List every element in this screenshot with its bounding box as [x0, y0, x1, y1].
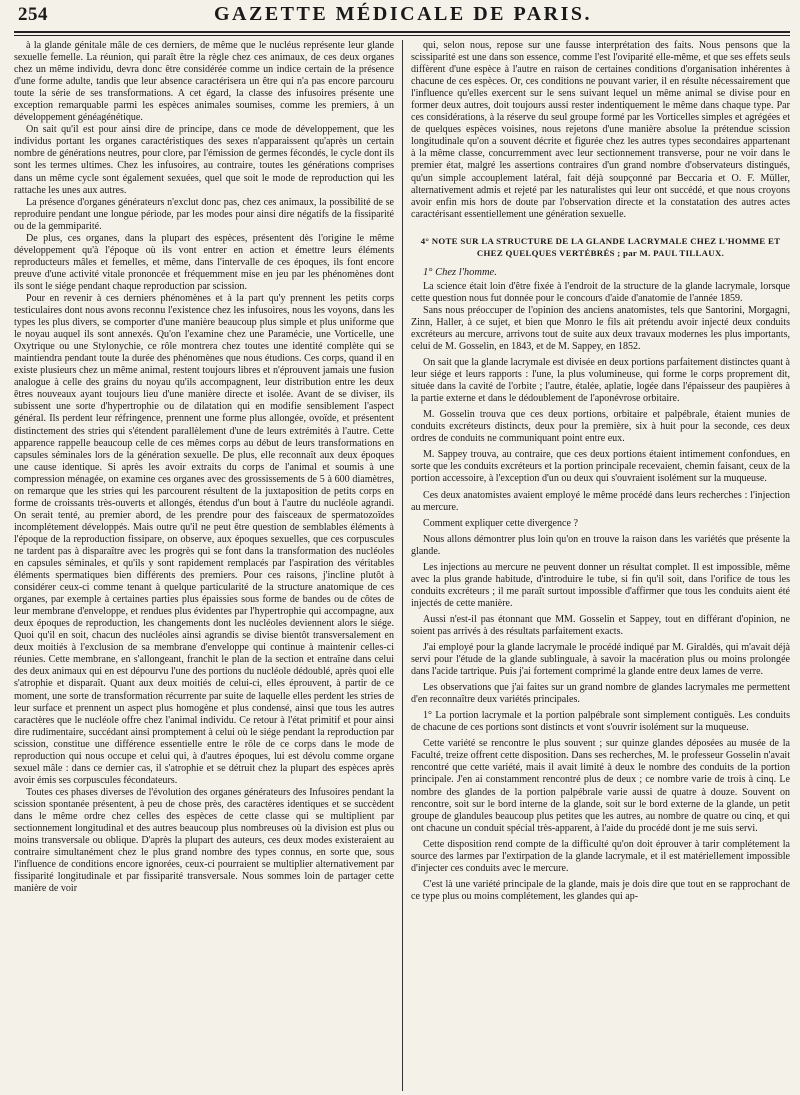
paragraph: à la glande génitale mâle de ces derniers, de même que le nucléus représente leur glande sexuelle femelle. La réunion, qui paraît être la règle chez ces animaux, de ces deux organes chez un même individu, devra donc être considérée comme un indice certain de la présence d'une forme adulte, tandis que leur absence caractérisera un être qui n'a pas encore parcouru toute la série de ses transformations. A cet égard, la classe des infusoires présente une exception remarquable parmi les espèces animales soumises, comme les premiers, à un développement généagénétique. — [14, 40, 394, 124]
paragraph: La présence d'organes générateurs n'exclut donc pas, chez ces animaux, la possibilité de se reproduire pendant une longue période, par les modes pour ainsi dire négatifs de la fissiparité ou de la gemmiparité. — [14, 196, 394, 232]
paragraph: Cette disposition rend compte de la difficulté qu'on doit éprouver à tarir complétement la source des larmes par l'extirpation de la glande lacrymale, et il est matériellement impossible d'injecter ces conduits avec le mercure. — [411, 838, 790, 874]
journal-title: GAZETTE MÉDICALE DE PARIS. — [213, 3, 593, 25]
paragraph: qui, selon nous, repose sur une fausse interprétation des faits. Nous pensons que la scissiparité est une dans son essence, comme l'est l'oviparité elle-même, et que ses effets seuls diffèrent d'une espèce à l'autre en raison de certaines conditions d'organisation inhérentes à chacune de ces espèces. Or, ces conditions ne pouvant varier, il en résulte nécessairement que l'influence qu'elles exercent sur le sens suivant lequel un même animal se divise pour en former deux autres, doit toujours aussi rester indentiquement le même dans chaque type. Par ces considérations, à la réserve du seul groupe formé par les Vorticelles simples et agrégées et de quelques espèces voisines, nous rejetons d'une manière absolue la prétendue scission longitudinale qu'on a souvent décrite et figurée chez les autres types secondaires appartenant à la même classe, concurremment avec leur sectionnement transverse, pour ne voir dans le premier état, malgré les assertions contraires d'un grand nombre d'observateurs distingués, qu'un simple accouplement latéral, fait déjà soupçonné par Beccaria et O. F. Müller, alternativement admis et rejeté par les naturalistes qui leur ont succédé, et que nous croyons avoir enfin mis hors de doute par l'observation directe et la constatation des autres actes caractérisant essentiellement une génération sexuelle. — [411, 40, 790, 220]
paragraph: Cette variété se rencontre le plus souvent ; sur quinze glandes déposées au musée de la Faculté, treize offrent cette disposition. Dans ses recherches, M. le professeur Gosselin n'avait rencontré que cette variété, mais il avait limité à deux le nombre des conduits de la portion principale. J'en ai constamment rencontré plus de deux ; ce nombre varie de trois à cinq. Le nombre des glandes de la portion palpébrale varie aussi de quatre à douze. Souvent on rencontre, soit sur le bord interne de la glande, soit sur le bord externe de la glande, un petit groupe de glandules beaucoup plus petites que les autres, au nombre de quatre ou cinq, et qui ont chacune un conduit spécial très-apparent, à l'aide du procédé dont je me suis servi. — [411, 738, 790, 834]
paragraph: De plus, ces organes, dans la plupart des espèces, présentent dès l'origine le même développement qu'à l'époque où ils vont entrer en action et émettre leurs éléments reproducteurs mâles et femelles, et même, dans l'intervalle de ces époques, ils font encore preuve d'une activité vitale prononcée et fréquemment mise en jeu par les phénomènes dont ils sont le siége pendant chaque reproduction par scission. — [14, 232, 394, 292]
paragraph: Aussi n'est-il pas étonnant que MM. Gosselin et Sappey, tout en différant d'opinion, ne soient pas arrivés à des résultats parfaitement exacts. — [411, 613, 790, 637]
paragraph: M. Gosselin trouva que ces deux portions, orbitaire et palpébrale, étaient munies de conduits excréteurs distincts, deux pour la première, six à huit pour la seconde, ces deux ordres de conduits ne communiquant point entre eux. — [411, 409, 790, 445]
paragraph: Ces deux anatomistes avaient employé le même procédé dans leurs recherches : l'injection au mercure. — [411, 489, 790, 513]
paragraph: Sans nous préoccuper de l'opinion des anciens anatomistes, tels que Santorini, Morgagni, Zinn, Haller, à ce sujet, et bien que Monro le fils ait prétendu avoir injecté deux conduits excréteurs au mercure, arrivons tout de suite aux deux travaux modernes les plus importants, celui de M. Gosselin, en 1843, et de M. Sappey, en 1852. — [411, 304, 790, 352]
paragraph: Pour en revenir à ces derniers phénomènes et à la part qu'y prennent les petits corps testiculaires dont nous avons reconnu l'existence chez les infusoires, nous les voyons, dans les types les plus divers, se comporter d'une manière beaucoup plus simple et plus uniforme que le noyau auquel ils sont annexés. Qu'on l'examine chez une Paramécie, une Vorticelle, une Oxytrique ou une Stylonychie, ce rôle montrera chez toutes une identité complète qui se maintiendra pendant toute la durée des phénomènes que nous étudions. Ces corps, quand il en existe plusieurs chez un même animal, restent toujours libres et n'éprouvent jamais une fusion analogue à celle des grains du noyau qu'ils accompagnent, leur distribution entre les deux êtres nouveaux ayant toujours lieu d'une manière directe et isolée. Avant de se diviser, ils subissent une sorte d'hypertrophie ou de dilatation qui en modifie sensiblement l'aspect général. Ils perdent leur réfringence, prennent une forme plus allongée, ovoïde, et présentent distinctement des stries qui s'étendent parallèlement d'une de leurs extrémités à l'autre. Cette apparence rappelle beaucoup celle de ces mêmes corps au début de leurs transformations en capsules séminales lors de la génération sexuelle. De plus, elle reconnaît aux deux époques une cause identique. Si après les avoir extraits du corps de l'animal et soumis à une compression ménagée, on examine ces organes avec des grossissements de 5 à 600 diamètres, on remarque que les stries qui les parcourent résultent de la juxtaposition de petits corps en forme de croissants très-ouverts et allongés, étendus d'un bout à l'autre du nucléole agrandi. On serait tenté, au premier abord, de les prendre pour des faisceaux de spermatozoïdes incomplétement développés. Mais outre qu'il ne peut être question de semblables éléments à l'époque de la reproduction fissipare, on observe, aux époques sexuelles, que ces corpuscules ne tardent pas à disparaître avec les progrès qui se font dans la transformation des nucléoles en capsules séminales, et qu'ils y sont rapidement remplacés par l'aspiration des véritables éléments spermatiques bien différents des premiers. Pour ces raisons, j'incline plutôt à considérer ceux-ci comme tenant à quelque particularité de la structure anatomique de ces organes, par exemple à certaines parties plus épaissies sous forme de bandes ou de côtes de leur membrane d'enveloppe, et rendues plus évidentes par l'hypertrophie qui accompagne, aux deux époques de reproduction, les changements dont les nucléoles deviennent alors le siége. Quoi qu'il en soit, chacun des nucléoles ainsi agrandis se divise bientôt transversalement en deux moitiés à l'exclusion de sa membrane d'enveloppe qui continue à maintenir celles-ci réunies. Cette membrane, en s'allongeant, franchit le plan de la section et entraîne dans celui des deux animaux qui en est dépourvu l'une des portions du nucléole dédoublé, après quoi elle s'atrophie et disparaît. Quant aux deux moitiés de celui-ci, elles éprouvent, à partir de ce moment, une sorte de transformation récurrente par suite de laquelle elles perdent les stries de leur surface et prennent un aspect plus homogène et plus condensé, ainsi que tous les autres caractères que le nucléole offre chez l'animal individu. Ce retour à l'état primitif et pour ainsi dire rudimentaire, succédant ainsi promptement à celui où le siége pendant la reproduction par scission, constitue une différence essentielle entre le rôle de ce corps dans le mode de reproduction qui nous occupe et celui qui, à d'autres époques, lui est dévolu comme organe sexuel mâle : dans ce dernier cas, il s'atrophie et se détruit chez la plupart des espèces après avoir émis ses corpuscules fécondateurs. — [14, 292, 394, 786]
paragraph: M. Sappey trouva, au contraire, que ces deux portions étaient intimement confondues, en sorte que les conduits excréteurs et la portion principale recevaient, chemin faisant, ceux de la portion accessoire, à l'exception d'un ou deux qui s'ouvraient isolément sur la muqueuse. — [411, 449, 790, 485]
paragraph: La science était loin d'être fixée à l'endroit de la structure de la glande lacrymale, lorsque cette question nous fut donnée pour le concours d'aide d'anatomie de l'année 1859. — [411, 280, 790, 304]
paragraph: Toutes ces phases diverses de l'évolution des organes générateurs des Infusoires pendant la scission spontanée présentent, à peu de chose près, des caractères identiques et se succèdent dans le même ordre chez celles des espèces de cette classe qui se multiplient par sectionnement longitudinal et des autres beaucoup plus nombreuses où la division est plus ou moins transversale ou oblique. D'après la plupart des auteurs, ces deux modes existeraient au contraire simultanément chez le plus grand nombre des types connus, en sorte que, sous l'influence de conditions encore ignorées, ceux-ci pourraient se multiplier alternativement par fissiparité longitudinale et par fissiparité transversale. Nous sommes loin de partager cette manière de voir — [14, 786, 394, 895]
page-header — [16, 0, 790, 30]
paragraph: 1° La portion lacrymale et la portion palpébrale sont simplement contiguës. Les conduits de chacune de ces portions sont distincts et vont s'ouvrir isolément sur la muqueuse. — [411, 710, 790, 734]
paragraph: Les observations que j'ai faites sur un grand nombre de glandes lacrymales me permettent d'en reconnaître deux variétés principales. — [411, 682, 790, 706]
right-column — [402, 40, 790, 1091]
two-column-body — [14, 40, 790, 1091]
paragraph: Les injections au mercure ne peuvent donner un résultat complet. Il est impossible, même avec la plus grande habitude, d'introduire le tube, si fin qu'il soit, dans l'orifice de tous les conduits excréteurs ; il me paraît surtout impossible d'affirmer que tous les conduits aient été injectés de cette manière. — [411, 561, 790, 609]
paragraph: On sait que la glande lacrymale est divisée en deux portions parfaitement distinctes quant à leur siége et leurs rapports : l'une, la plus volumineuse, qui forme le corps proprement dit, située dans la cavité de l'orbite ; l'autre, étalée, aplatie, logée dans l'épaisseur des paupières à la partie externe et dans le dédoublement de l'aponévrose orbitaire. — [411, 357, 790, 405]
paragraph: Nous allons démontrer plus loin qu'on en trouve la raison dans les variétés que présente la glande. — [411, 533, 790, 557]
section-heading: 1° Chez l'homme. — [423, 266, 497, 278]
header-rule-thin — [14, 35, 790, 36]
header-rule — [14, 31, 790, 33]
left-column — [14, 40, 402, 1091]
page-number: 254 — [18, 4, 48, 25]
paragraph: J'ai employé pour la glande lacrymale le procédé indiqué par M. Giraldès, qui m'avait déjà servi pour l'étude de la glande sublinguale, à savoir la macération plus ou moins prolongée dans l'acide tartrique. Puis j'ai fortement comprimé la glande entre deux lames de verre. — [411, 642, 790, 678]
paragraph: C'est là une variété principale de la glande, mais je dois dire que tout en se rapprochant de ce type plus ou moins complétement, les glandes qui ap- — [411, 878, 790, 902]
paragraph: On sait qu'il est pour ainsi dire de principe, dans ce mode de développement, que les individus portant les organes caractéristiques des sexes n'apparaissent qu'après un certain nombre de générations neutres, pour clore, par l'émission de germes fécondés, le cycle dont ils sont les termes ultimes. Chez les infusoires, au contraire, toutes les générations comprises dans un même cycle sont également sexuées, quel que soit le mode de reproduction qui les rattache les unes aux autres. — [14, 124, 394, 196]
article-title: 4° NOTE SUR LA STRUCTURE DE LA GLANDE LACRYMALE CHEZ L'HOMME ET CHEZ QUELQUES VERTÉBRÉS ; par M. PAUL TILLAUX. — [420, 235, 781, 258]
paragraph: Comment expliquer cette divergence ? — [423, 517, 578, 529]
